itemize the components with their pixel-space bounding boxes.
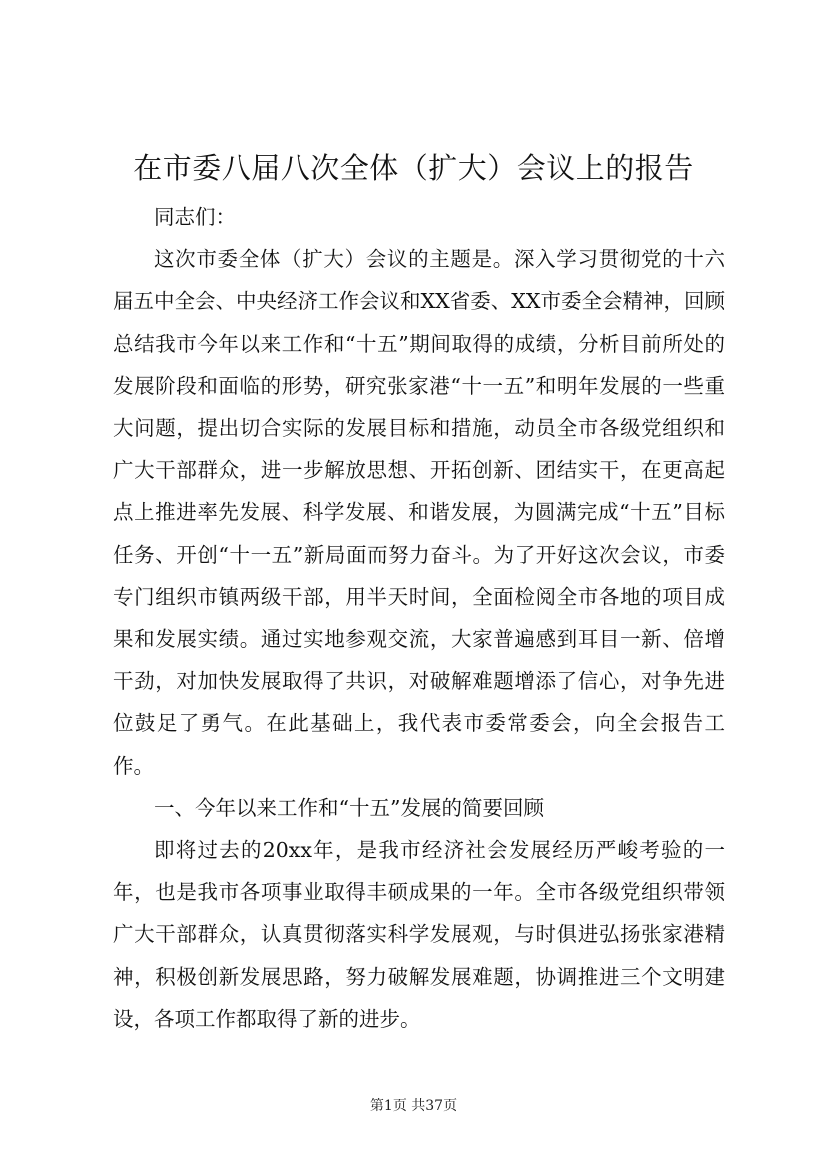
document-title: 在市委八届八次全体（扩大）会议上的报告 xyxy=(133,151,694,185)
intro-paragraph: 这次市委全体（扩大）会议的主题是。深入学习贯彻党的十六届五中全会、中央经济工作会议和XX省委、XX市委全会精神，回顾总结我市今年以来工作和“十五”期间取得的成绩，分析目前所处的发展阶段和面临的形势，研究张家港“十一五”和明年发展的一些重大问题，提出切合实际的发展目标和措施，动员全市各级党组织和广大干部群众，进一步解放思想、开拓创新、团结实干，在更高起点上推进率先发展、科学发展、和谐发展，为圆满完成“十五”目标任务、开创“十一五”新局面而努力奋斗。为了开好这次会议，市委专门组织市镇两级干部，用半天时间，全面检阅全市各地的项目成果和发展实绩。通过实地参观交流，大家普遍感到耳目一新、倍增干劲，对加快发展取得了共识，对破解难题增添了信心，对争先进位鼓足了勇气。在此基础上，我代表市委常委会，向全会报告工作。 xyxy=(113,247,725,778)
section-heading: 一、今年以来工作和“十五”发展的简要回顾 xyxy=(154,795,544,820)
document-body xyxy=(113,196,725,1040)
review-paragraph: 即将过去的20xx年，是我市经济社会发展经历严峻考验的一年，也是我市各项事业取得丰硕成果的一年。全市各级党组织带领广大干部群众，认真贯彻落实科学发展观，与时俱进弘扬张家港精神，积极创新发展思路，努力破解发展难题，协调推进三个文明建设，各项工作都取得了新的进步。 xyxy=(113,838,725,1031)
page-number-footer: 第1页 共37页 xyxy=(369,1098,458,1114)
salutation-paragraph: 同志们： xyxy=(154,205,236,229)
